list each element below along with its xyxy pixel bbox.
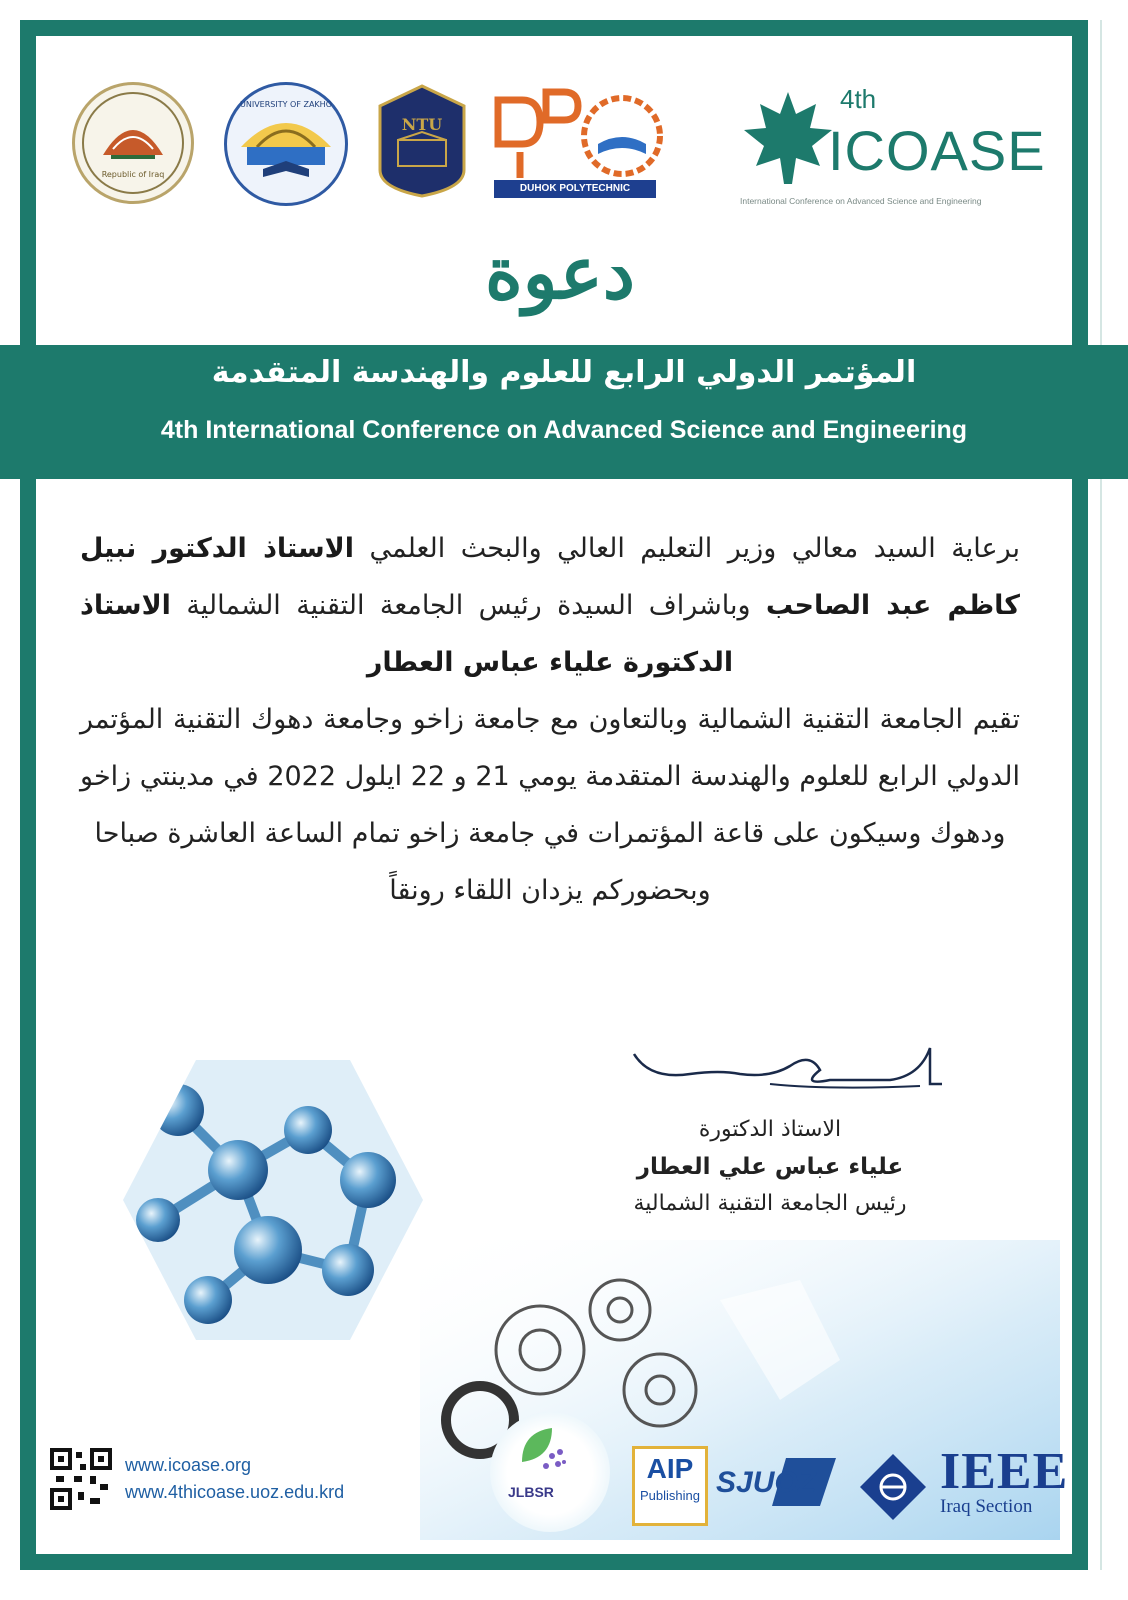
signature-scribble: [630, 1040, 950, 1100]
ieee-iraq-logo: [940, 1443, 1069, 1518]
website-link[interactable]: www.icoase.org: [125, 1455, 252, 1475]
aip-publishing-logo: [632, 1446, 708, 1526]
signatory-title: الاستاذ الدكتورة: [698, 1117, 842, 1142]
ieee-section-text: Iraq Section: [940, 1496, 1033, 1517]
right-edge-line: [1100, 20, 1102, 1570]
ieee-diamond-icon: [858, 1452, 928, 1522]
sjuoz-logo: [716, 1452, 840, 1512]
ntu-logo-text: NTU: [401, 115, 443, 134]
qr-code-icon[interactable]: [50, 1448, 112, 1510]
dpu-logo: [494, 82, 668, 212]
icoase-ordinal: 4th: [840, 84, 877, 114]
supervision-text: وباشراف السيدة رئيس الجامعة التقنية الشمالية: [170, 590, 766, 621]
uoz-logo: [224, 82, 348, 206]
website-links: [125, 1452, 344, 1506]
jlbsr-logo-text: JLBSR: [508, 1484, 554, 1500]
aip-publishing-text: Publishing: [640, 1488, 700, 1503]
conference-title-ar: المؤتمر الدولي الرابع للعلوم والهندسة المتقدمة: [211, 355, 917, 390]
president-name: الاستاذ الدكتورة علياء عباس العطار: [80, 590, 734, 678]
ntu-logo: [376, 84, 468, 202]
molecule-image: [118, 1050, 428, 1350]
signatory-role: رئيس الجامعة التقنية الشمالية: [633, 1191, 907, 1216]
zakho-bridge-icon: [227, 85, 345, 203]
sjuoz-logo-text: SJUOZ: [716, 1466, 817, 1499]
ministry-logo-caption: Republic of Iraq: [101, 170, 165, 179]
patronage-text: برعاية السيد معالي وزير التعليم العالي والبحث العلمي: [354, 533, 1020, 564]
ministry-emblem-icon: [75, 85, 191, 201]
icoase-subtitle: International Conference on Advanced Science and Engineering: [740, 196, 982, 206]
minister-name: الاستاذ الدكتور نبيل كاظم عبد الصاحب: [80, 533, 1020, 621]
ntu-shield-icon: [376, 84, 468, 198]
signature-block: [560, 1112, 980, 1222]
jlbsr-logo: [490, 1412, 610, 1532]
maple-leaf-icon: [740, 88, 836, 188]
dpu-logo-text: DUHOK POLYTECHNIC UNIVERSITY: [494, 180, 656, 198]
invitation-word: دعوة: [485, 230, 635, 315]
invitation-body: [80, 520, 1020, 919]
website-link[interactable]: www.4thicoase.uoz.edu.krd: [125, 1482, 345, 1502]
ministry-logo: [72, 82, 194, 204]
closing-line: وبحضوركم يزدان اللقاء رونقاً: [389, 875, 711, 906]
event-paragraph: تقيم الجامعة التقنية الشمالية وبالتعاون مع جامعة زاخو وجامعة دهوك التقنية المؤتمر الدولي الرابع للعلوم والهندسة المتقدمة يومي 21 و 22 ايلول 2022 في مدينتي زاخو ودهوك وسيكون على قاعة المؤتمرات في جامعة زاخو تمام الساعة العاشرة صباحا: [80, 704, 1020, 849]
conference-title-en: 4th International Conference on Advanced Science and Engineering: [160, 416, 968, 444]
ieee-logo-text: IEEE: [940, 1443, 1069, 1500]
aip-logo-text: AIP: [646, 1453, 694, 1484]
uoz-logo-caption: UNIVERSITY OF ZAKHO: [240, 100, 332, 109]
icoase-name: ICOASE: [828, 119, 1046, 182]
jlbsr-leaf-icon: [512, 1422, 572, 1482]
signatory-name: علياء عباس علي العطار: [636, 1154, 904, 1180]
patronage-paragraph: [80, 520, 1020, 691]
icoase-logo: [740, 78, 1050, 218]
